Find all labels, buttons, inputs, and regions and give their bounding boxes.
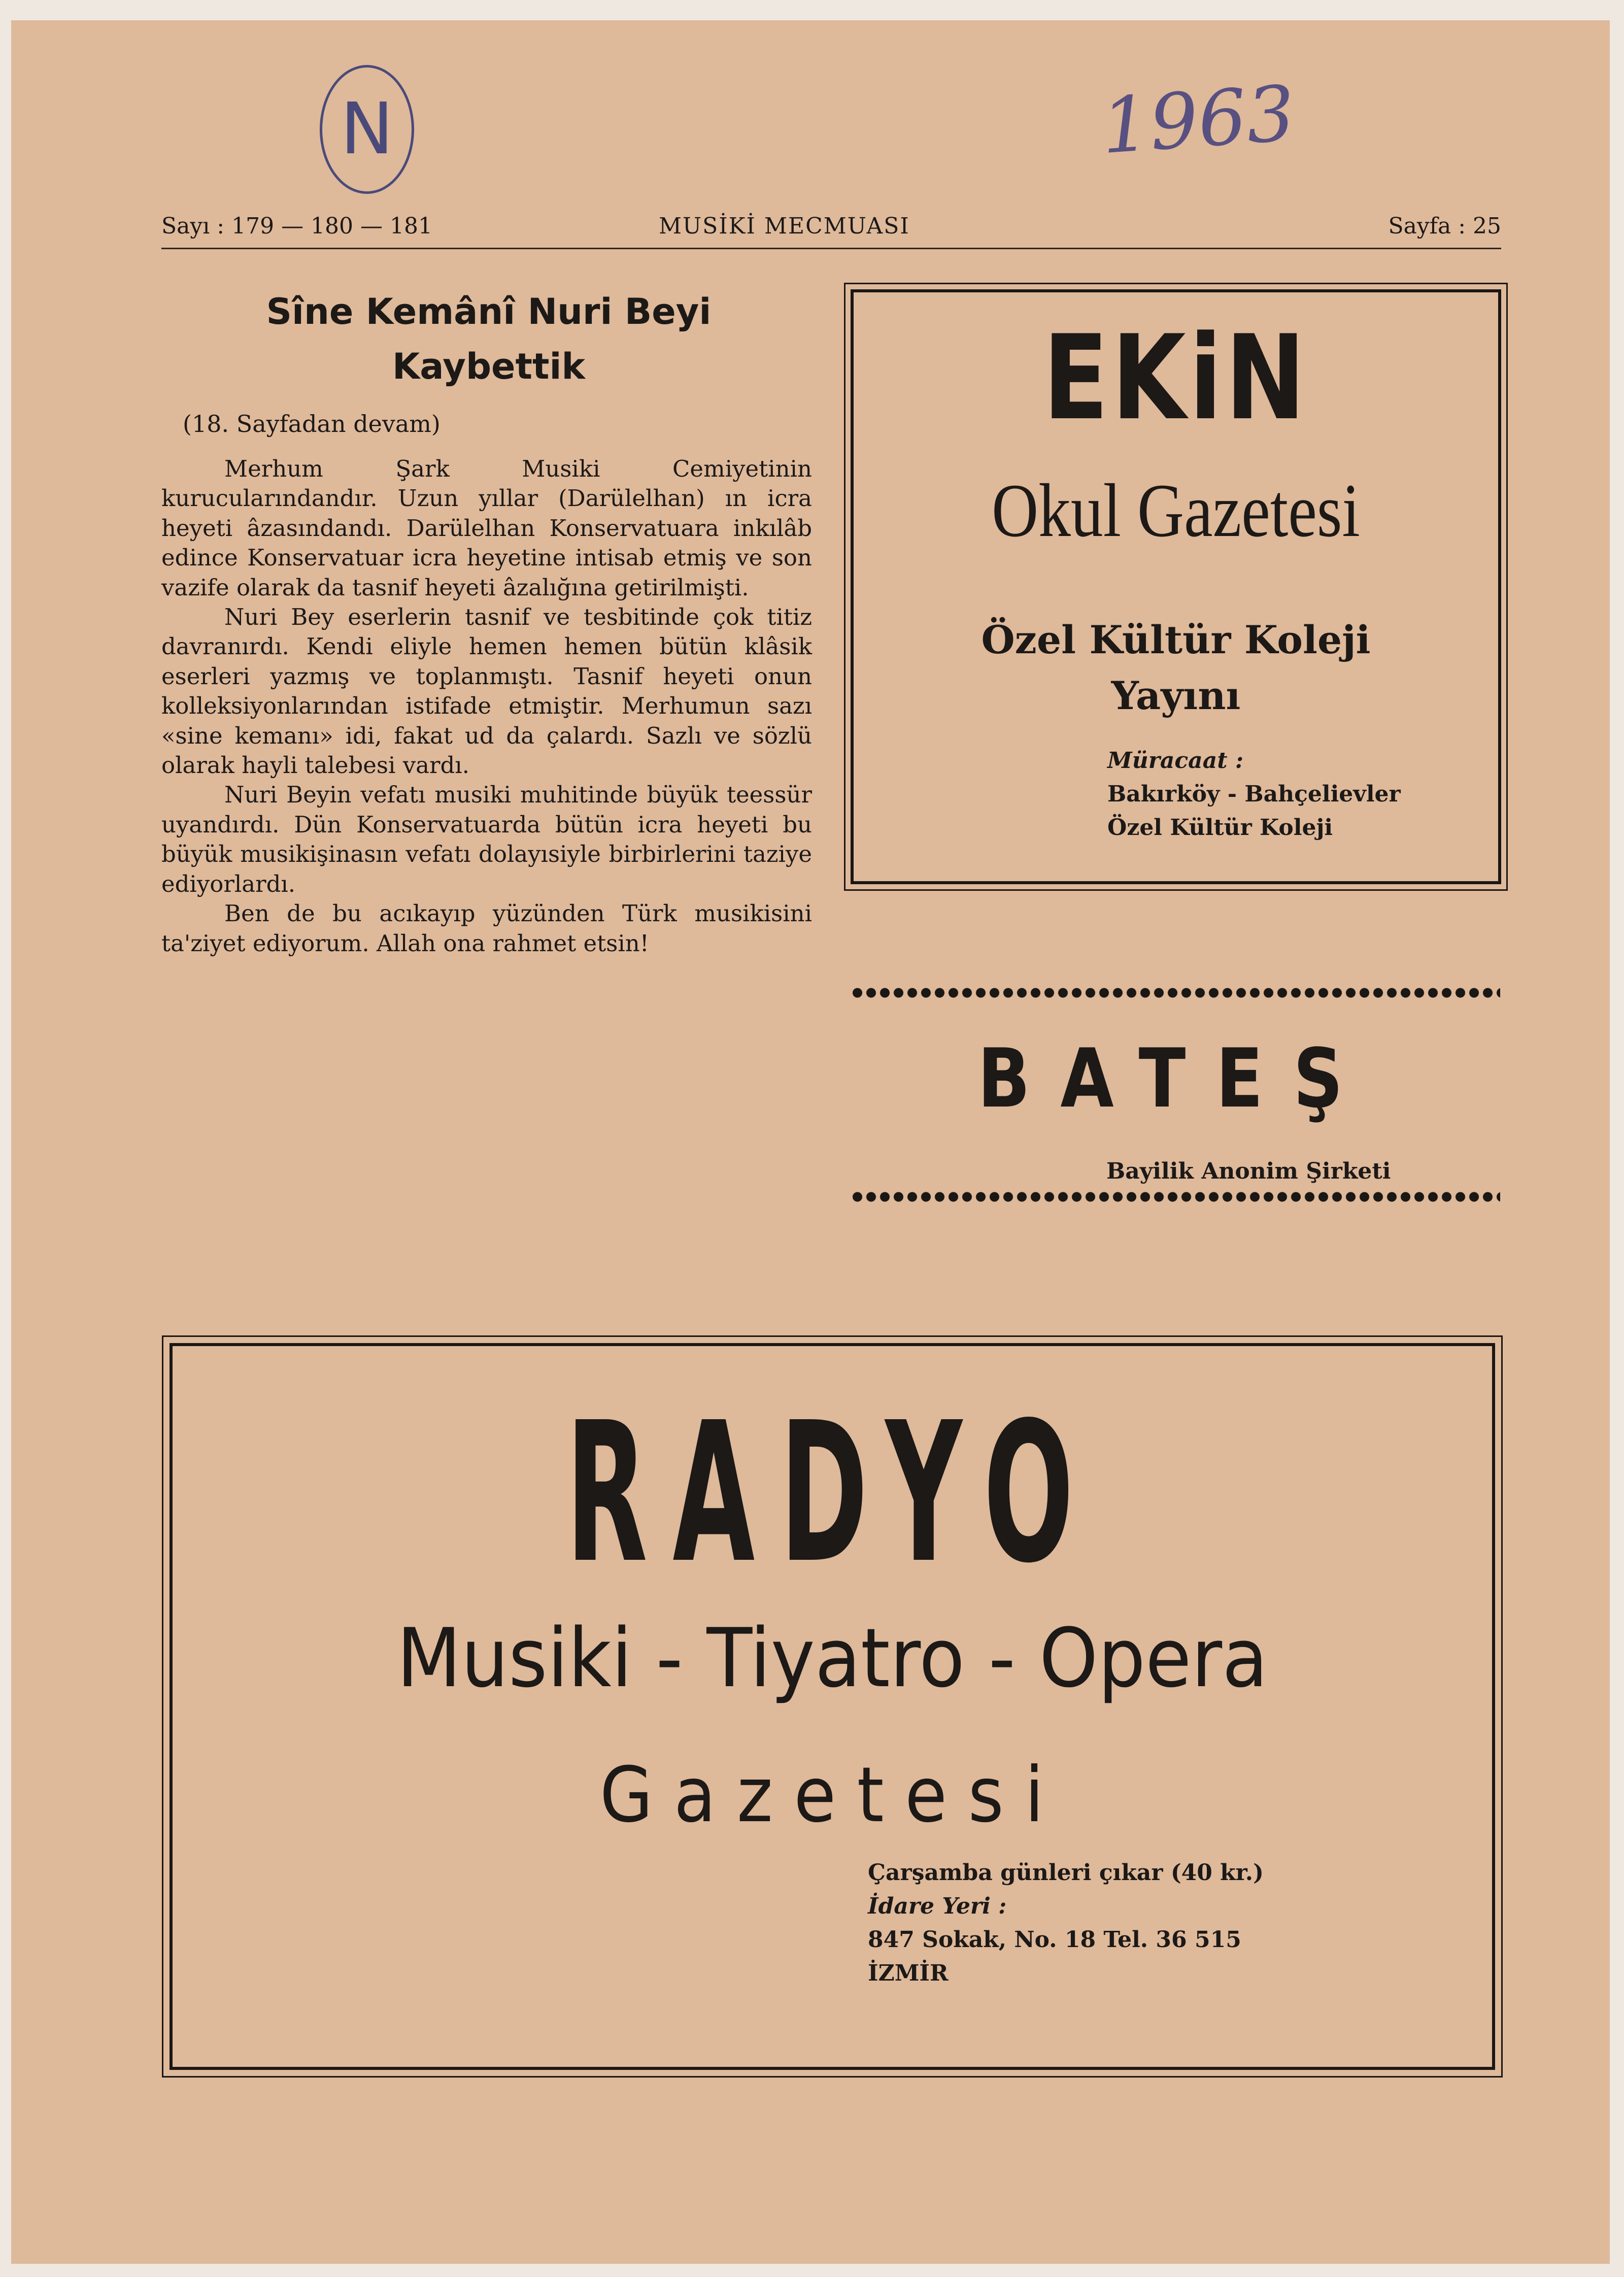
page-header [161,213,1501,249]
magazine-title: MUSİKİ MECMUASI [659,213,910,239]
ekin-contact-label: Müracaat : [1107,748,1244,774]
bates-bottom-dot-border [851,1190,1500,1203]
article-title-line: Kaybettik [392,346,585,387]
ekin-contact [1107,744,1401,845]
ekin-contact-line: Özel Kültür Koleji [1107,815,1333,841]
library-stamp [320,65,414,194]
radyo-gazetesi: Gazetesi [599,1751,1065,1839]
article-continued-note: (18. Sayfadan devam) [183,410,441,438]
article-title [161,284,816,394]
radyo-subtitle: Musiki - Tiyatro - Opera [396,1611,1268,1705]
ekin-subtitle: Okul Gazetesi [992,468,1360,553]
article-paragraph: Nuri Bey eserlerin tasnif ve tesbitinde çok titiz davranırdı. Kendi eliyle hemen hemen bütün klâsik eserleri yazmış ve toplanmıştı. Tasnif heyeti onun kolleksiyonlarından istifade etmiştir. Merhumun sazı «sine kemanı» idi, fakat ud da çalardı. Sazlı ve sözlü olarak hayli talebesi vardı. [161,604,812,779]
radyo-address: 847 Sokak, No. 18 Tel. 36 515 [868,1927,1241,1953]
ekin-school-line: Yayını [1111,673,1241,718]
article-paragraph: Merhum Şark Musiki Cemiyetinin kurucularındandır. Uzun yıllar (Darülelhan) ın icra heyeti âzasındandı. Darülelhan Konservatuara inkılâb edince Konservatuar icra heyetine intisab etmiş ve son vazife olarak da tasnif heyeti âzalığına getirilmişti. [161,455,812,601]
bates-subtitle: Bayilik Anonim Şirketi [1106,1158,1391,1184]
stamp-letter: N [340,88,394,171]
header-divider [161,248,1501,249]
bates-top-dot-border [851,986,1500,999]
ekin-contact-line: Bakırköy - Bahçelievler [1107,781,1401,807]
article-paragraph: Ben de bu acıkayıp yüzünden Türk musikisini ta'ziyet ediyorum. Allah ona rahmet etsin! [161,900,812,957]
article-title-line: Sîne Kemânî Nuri Beyi [266,291,712,332]
article-paragraph: Nuri Beyin vefatı musiki muhitinde büyük teessür uyandırdı. Dün Konservatuarda bütün icra heyeti bu büyük musikişinasın vefatı dolayısiyle birbirlerini taziye ediyorlardı. [161,781,812,897]
ekin-school-line: Özel Kültür Koleji [981,617,1371,662]
handwritten-year: 1963 [1098,69,1298,172]
radyo-office-label: İdare Yeri : [868,1893,1007,1919]
radyo-city: İZMİR [868,1960,949,1986]
bates-title: BATEŞ [977,1031,1373,1126]
issue-number: Sayı : 179 — 180 — 181 [161,213,432,239]
radyo-title: RADYO [565,1381,1099,1605]
ekin-school [854,612,1498,724]
article-body [161,454,812,958]
ekin-advertisement [851,289,1501,884]
page-number: Sayfa : 25 [1388,213,1501,239]
radyo-advertisement [170,1343,1495,2070]
ekin-title: EKiN [1043,311,1309,446]
radyo-info [868,1856,1264,1990]
radyo-schedule: Çarşamba günleri çıkar (40 kr.) [868,1860,1264,1886]
